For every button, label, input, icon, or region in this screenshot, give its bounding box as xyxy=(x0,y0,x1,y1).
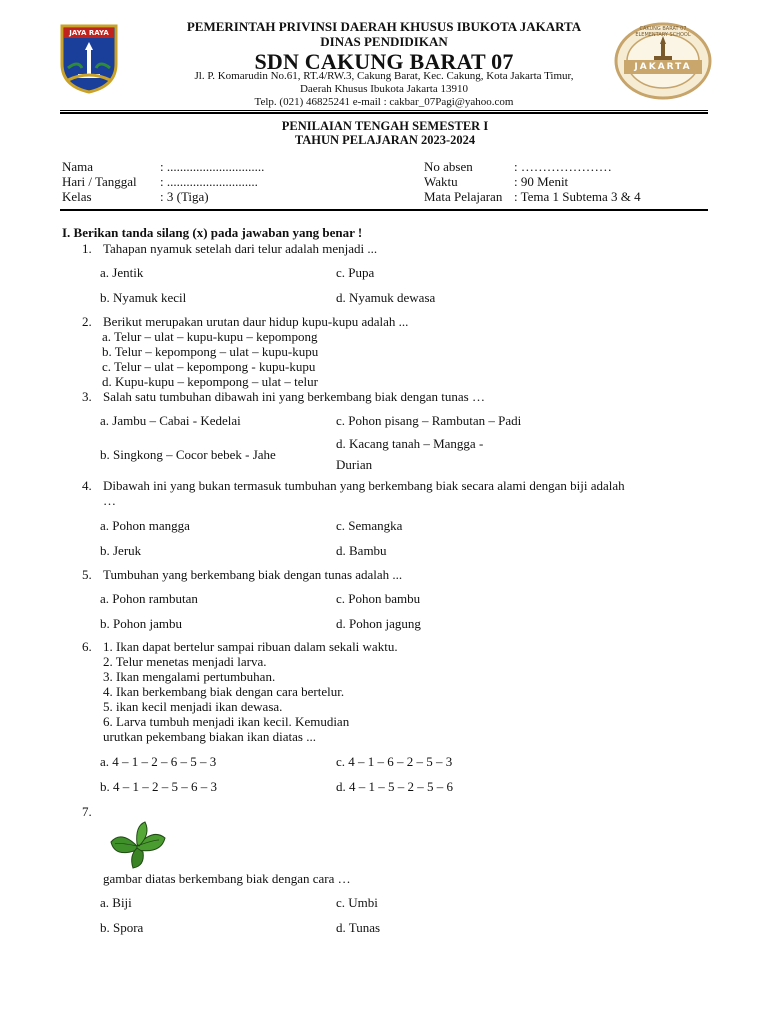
q5-option-a[interactable]: a. Pohon rambutan xyxy=(100,591,198,606)
leaf-cutting-image xyxy=(107,820,167,870)
q5-number: 5. xyxy=(82,567,92,582)
school-name: SDN CAKUNG BARAT 07 xyxy=(254,49,514,74)
identity-divider xyxy=(60,209,708,211)
mapel-label: Mata Pelajaran xyxy=(424,189,503,204)
nama-field[interactable]: : .............................. xyxy=(160,159,265,174)
q4-option-c[interactable]: c. Semangka xyxy=(336,518,403,533)
q7-number: 7. xyxy=(82,804,92,819)
q6-option-c[interactable]: c. 4 – 1 – 6 – 2 – 5 – 3 xyxy=(336,754,453,769)
waktu-value: : 90 Menit xyxy=(514,174,569,189)
school-address-1: Jl. P. Komarudin No.61, RT.4/RW.3, Cakung Barat, Kec. Cakung, Kota Jakarta Timur, xyxy=(194,70,574,82)
q7-option-b[interactable]: b. Spora xyxy=(100,920,144,935)
q2-text: Berikut merupakan urutan daur hidup kupu-kupu adalah ... xyxy=(103,314,409,329)
absen-label: No absen xyxy=(424,159,473,174)
q7-option-a[interactable]: a. Biji xyxy=(100,895,132,910)
q6-statement-3: 3. Ikan mengalami pertumbuhan. xyxy=(103,669,276,684)
badge-ring-text: CAKUNG BARAT 07 ELEMENTARY SCHOOL xyxy=(635,26,691,38)
q6-statement-4: 4. Ikan berkembang biak dengan cara bertelur. xyxy=(103,684,345,699)
q6-statement-6: 6. Larva tumbuh menjadi ikan kecil. Kemudian xyxy=(103,714,350,729)
jakarta-crest-logo xyxy=(60,24,118,94)
q5-text: Tumbuhan yang berkembang biak dengan tunas adalah ... xyxy=(103,567,403,582)
school-address-2: Daerah Khusus Ibukota Jakarta 13910 xyxy=(299,83,468,95)
q7-option-c[interactable]: c. Umbi xyxy=(336,895,378,910)
q2-option-c[interactable]: c. Telur – ulat – kepompong - kupu-kupu xyxy=(102,359,316,374)
q2-option-b[interactable]: b. Telur – kepompong – ulat – kupu-kupu xyxy=(102,344,319,359)
q1-option-c[interactable]: c. Pupa xyxy=(336,265,375,280)
q7-option-d[interactable]: d. Tunas xyxy=(336,920,381,935)
q3-option-d-cont: Durian xyxy=(336,457,373,472)
q4-text: Dibawah ini yang bukan termasuk tumbuhan yang berkembang biak secara alami dengan biji adalah xyxy=(103,478,625,493)
q5-option-c[interactable]: c. Pohon bambu xyxy=(336,591,421,606)
mapel-value: : Tema 1 Subtema 3 & 4 xyxy=(514,189,641,204)
kelas-label: Kelas xyxy=(62,189,92,204)
q2-option-d[interactable]: d. Kupu-kupu – kepompong – ulat – telur xyxy=(102,374,318,389)
q3-option-d[interactable]: d. Kacang tanah – Mangga - xyxy=(336,436,484,451)
q6-statement-1: 1. Ikan dapat bertelur sampai ribuan dalam sekali waktu. xyxy=(103,639,398,654)
absen-field[interactable]: : ………………… xyxy=(514,159,612,174)
hari-field[interactable]: : ............................ xyxy=(160,174,258,189)
q6-statement-5: 5. ikan kecil menjadi ikan dewasa. xyxy=(103,699,283,714)
q2-option-a[interactable]: a. Telur – ulat – kupu-kupu – kepompong xyxy=(102,329,318,344)
q6-option-a[interactable]: a. 4 – 1 – 2 – 6 – 5 – 3 xyxy=(100,754,217,769)
q3-option-c[interactable]: c. Pohon pisang – Rambutan – Padi xyxy=(336,413,522,428)
q7-text: gambar diatas berkembang biak dengan cara … xyxy=(103,871,351,886)
q3-text: Salah satu tumbuhan dibawah ini yang berkembang biak dengan tunas … xyxy=(103,389,485,404)
gov-title: PEMERINTAH PRIVINSI DAERAH KHUSUS IBUKOTA JAKARTA xyxy=(186,19,582,34)
nama-label: Nama xyxy=(62,159,94,174)
department-title: DINAS PENDIDIKAN xyxy=(320,34,448,49)
q3-option-a[interactable]: a. Jambu – Cabai - Kedelai xyxy=(100,413,241,428)
q1-number: 1. xyxy=(82,241,92,256)
q5-option-b[interactable]: b. Pohon jambu xyxy=(100,616,182,631)
q1-option-b[interactable]: b. Nyamuk kecil xyxy=(100,290,187,305)
exam-year: TAHUN PELAJARAN 2023-2024 xyxy=(294,133,476,147)
q6-question: urutkan pekembang biakan ikan diatas ... xyxy=(103,729,316,744)
q4-option-b[interactable]: b. Jeruk xyxy=(100,543,142,558)
q4-option-a[interactable]: a. Pohon mangga xyxy=(100,518,190,533)
waktu-label: Waktu xyxy=(424,174,458,189)
q2-number: 2. xyxy=(82,314,92,329)
q4-number: 4. xyxy=(82,478,92,493)
q4-option-d[interactable]: d. Bambu xyxy=(336,543,387,558)
kelas-value: : 3 (Tiga) xyxy=(160,189,209,204)
q1-text: Tahapan nyamuk setelah dari telur adalah menjadi ... xyxy=(103,241,378,256)
q4-text-cont: … xyxy=(103,493,116,508)
exam-title: PENILAIAN TENGAH SEMESTER I xyxy=(281,119,489,133)
q6-option-b[interactable]: b. 4 – 1 – 2 – 5 – 6 – 3 xyxy=(100,779,217,794)
q3-number: 3. xyxy=(82,389,92,404)
header-divider-thin xyxy=(60,110,708,111)
crest-motto: JAYA RAYA xyxy=(69,29,109,37)
hari-label: Hari / Tanggal xyxy=(62,174,137,189)
q6-statement-2: 2. Telur menetas menjadi larva. xyxy=(103,654,267,669)
q5-option-d[interactable]: d. Pohon jagung xyxy=(336,616,421,631)
q1-option-d[interactable]: d. Nyamuk dewasa xyxy=(336,290,436,305)
q6-number: 6. xyxy=(82,639,92,654)
q6-option-d[interactable]: d. 4 – 1 – 5 – 2 – 5 – 6 xyxy=(336,779,453,794)
section-instruction: I. Berikan tanda silang (x) pada jawaban yang benar ! xyxy=(62,225,363,240)
badge-city-label: JAKARTA xyxy=(634,62,692,72)
header-divider-thick xyxy=(60,112,708,114)
q3-option-b[interactable]: b. Singkong – Cocor bebek - Jahe xyxy=(100,447,276,462)
q1-option-a[interactable]: a. Jentik xyxy=(100,265,144,280)
school-contact: Telp. (021) 46825241 e-mail : cakbar_07Pagi@yahoo.com xyxy=(254,96,514,108)
